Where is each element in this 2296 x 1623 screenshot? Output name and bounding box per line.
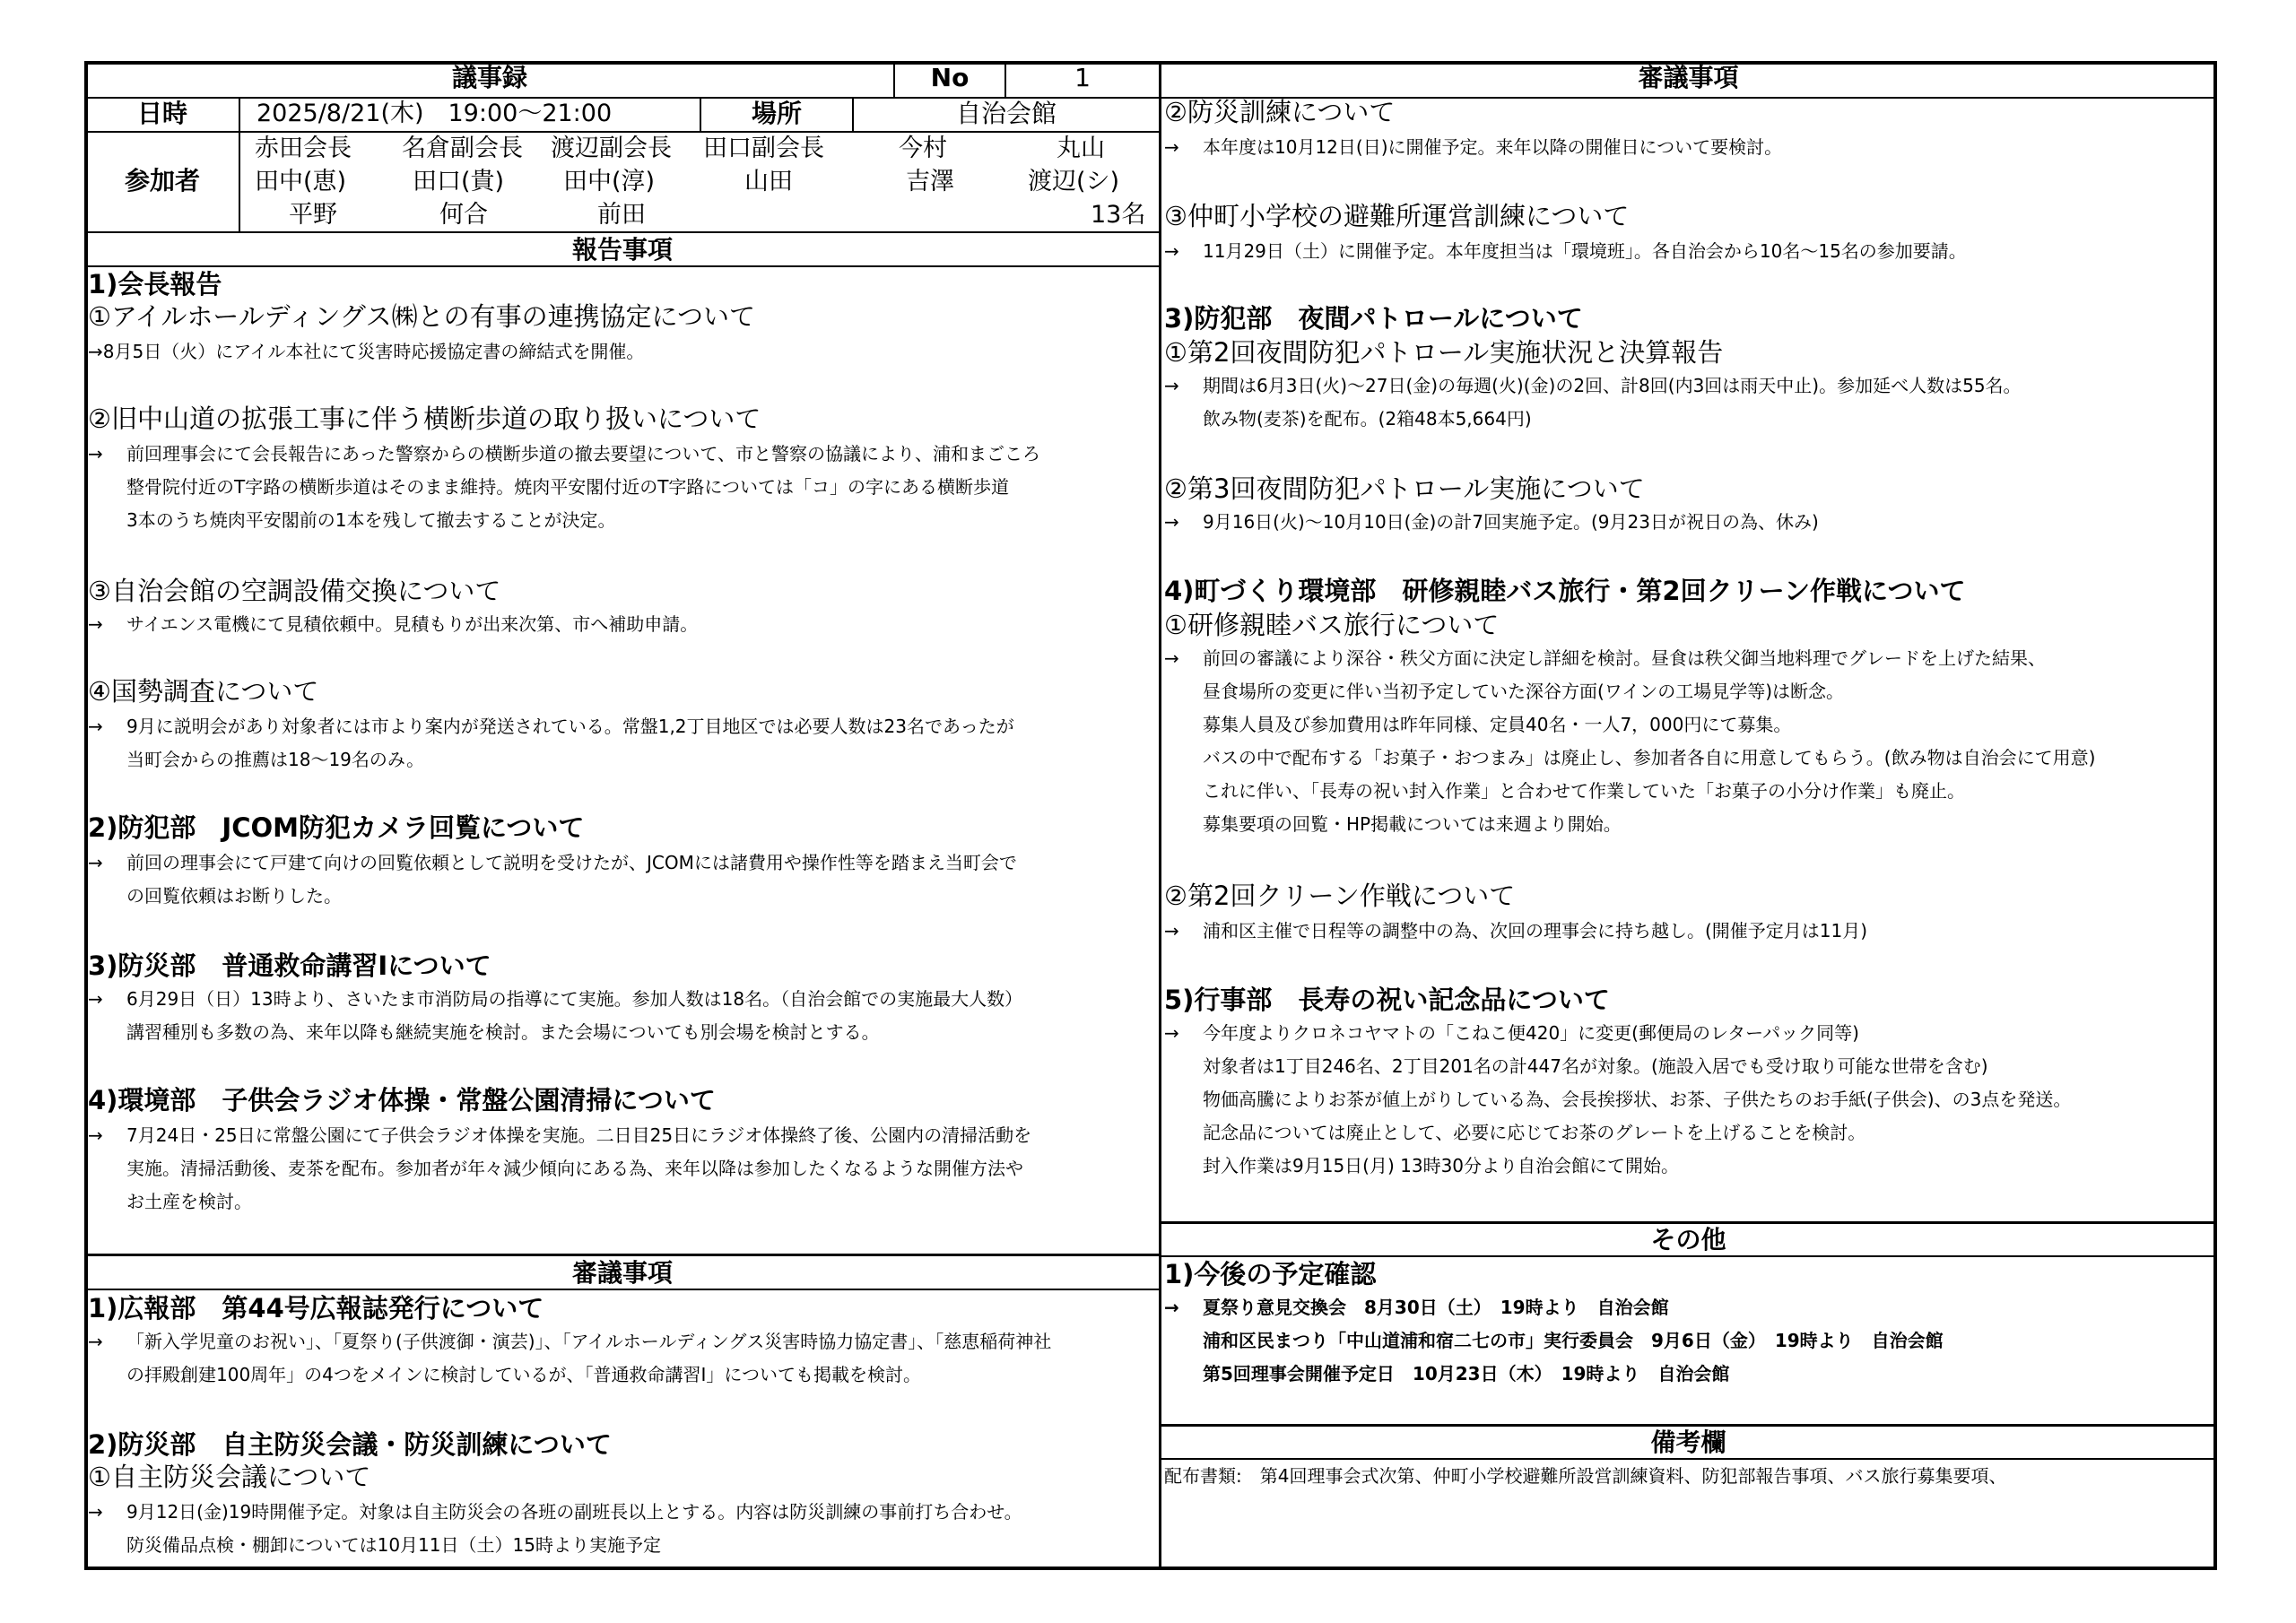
report-title: 報告事項 bbox=[571, 235, 673, 265]
participant-count: 13名 bbox=[1091, 201, 1146, 229]
other-1-text: → 夏祭り意見交換会 8月30日（土） 19時より 自治会館 浦和区民まつり「中山道浦和宿二七の市」実行委員会 9月6日（金） 19時より 自治会館 第5回理事会開催予定日 10月23日（木） 19時より 自治会館 bbox=[1164, 1297, 1944, 1384]
deliberation-r2-title: ③仲町小学校の避難所運営訓練について bbox=[1164, 201, 1630, 231]
deliberation-r3-1-text: → 期間は6月3日(火)〜27日(金)の毎週(火)(金)の2回、計8回(内3回は雨天中止)。参加延べ人数は55名。 飲み物(麦茶)を配布。(2箱48本5,664円) bbox=[1164, 375, 2022, 430]
date-value: 2025/8/21(木) 19:00〜21:00 bbox=[257, 100, 613, 127]
deliberation-r4-1-title: ①研修親睦バス旅行について bbox=[1164, 610, 1500, 640]
column-divider bbox=[1159, 61, 1161, 1570]
deliberation-r4-2-title: ②第2回クリーン作戦について bbox=[1164, 881, 1516, 911]
no-value: 1 bbox=[1074, 63, 1091, 92]
participant: 吉澤 bbox=[906, 168, 954, 195]
report-item-1-2-title: ②旧中山道の拡張工事に伴う横断歩道の取り扱いについて bbox=[88, 404, 761, 434]
participant: 前田 bbox=[597, 201, 646, 229]
deliberation-2-title: 2)防災部 自主防災会議・防災訓練について bbox=[88, 1429, 612, 1460]
deliberation-r4-title: 4)町づくり環境部 研修親睦バス旅行・第2回クリーン作戦について bbox=[1164, 576, 1966, 606]
report-item-1-1-text: →8月5日（火）にアイル本社にて災害時応援協定書の締結式を開催。 bbox=[88, 341, 645, 362]
deliberation-r3-1-title: ①第2回夜間防犯パトロール実施状況と決算報告 bbox=[1164, 337, 1724, 368]
deliberation-r4-2-text: → 浦和区主催で日程等の調整中の為、次回の理事会に持ち越し。(開催予定月は11月) bbox=[1164, 920, 1868, 942]
participants-label: 参加者 bbox=[124, 166, 200, 195]
report-item-1-2-text: → 前回理事会にて会長報告にあった警察からの横断歩道の撤去要望について、市と警察の協議により、浦和まごころ 整骨院付近のT字路の横断歩道はそのまま維持。焼肉平安閣付近のT字路については「コ」の字にある横断歩道 3本のうち焼肉平安閣前の1本を残して撤去することが決定。 bbox=[88, 443, 1040, 531]
participant: 何合 bbox=[439, 201, 488, 229]
deliberation-r3-2-text: → 9月16日(火)〜10月10日(金)の計7回実施予定。(9月23日が祝日の為、休み) bbox=[1164, 511, 1819, 533]
remarks-title: 備考欄 bbox=[1650, 1428, 1726, 1457]
participant: 田中(淳) bbox=[563, 168, 656, 195]
report-section-3-text: → 6月29日（日）13時より、さいたま市消防局の指導にて実施。参加人数は18名。（自治会館での実施最大人数） 講習種別も多数の為、来年以降も継続実施を検討。また会場についても別会場を検討とする。 bbox=[88, 988, 1023, 1043]
participant: 赤田会長 bbox=[255, 135, 352, 162]
report-item-1-4-text: → 9月に説明会があり対象者には市より案内が発送されている。常盤1,2丁目地区では必要人数は23名であったが 当町会からの推薦は18〜19名のみ。 bbox=[88, 716, 1014, 770]
participant: 田口(貴) bbox=[413, 168, 505, 195]
participant: 渡辺(シ) bbox=[1028, 168, 1120, 195]
deliberation-r3-2-title: ②第3回夜間防犯パトロール実施について bbox=[1164, 473, 1645, 504]
report-item-1-1-title: ①アイルホールディングス㈱との有事の連携協定について bbox=[88, 301, 756, 332]
report-section-1-title: 1)会長報告 bbox=[88, 269, 222, 299]
report-section-2-title: 2)防犯部 JCOM防犯カメラ回覧について bbox=[88, 812, 585, 843]
deliberation-title-right: 審議事項 bbox=[1638, 63, 1739, 92]
divider bbox=[86, 1254, 1159, 1256]
deliberation-2-1-text: → 9月12日(金)19時開催予定。対象は自主防災会の各班の副班長以上とする。内容は防災訓練の事前打ち合わせ。 防災備品点検・棚卸については10月11日（土）15時より実施予定 bbox=[88, 1501, 1022, 1556]
report-section-4-title: 4)環境部 子供会ラジオ体操・常盤公園清掃について bbox=[88, 1085, 716, 1115]
no-label: No bbox=[930, 63, 970, 92]
deliberation-r1-title: ②防災訓練について bbox=[1164, 97, 1396, 127]
divider bbox=[86, 231, 1159, 233]
remarks-text: 配布書類: 第4回理事会式次第、仲町小学校避難所設営訓練資料、防犯部報告事項、バス旅行募集要項、 bbox=[1164, 1465, 2007, 1487]
divider bbox=[1161, 1221, 2215, 1224]
deliberation-r1-text: → 本年度は10月12日(日)に開催予定。来年以降の開催日について要検討。 bbox=[1164, 136, 1783, 158]
report-item-1-3-text: → サイエンス電機にて見積依頼中。見積もりが出来次第、市へ補助申請。 bbox=[88, 613, 699, 635]
deliberation-r2-text: → 11月29日（土）に開催予定。本年度担当は「環境班」。各自治会から10名〜15名の参加要請。 bbox=[1164, 240, 1967, 262]
report-section-2-text: → 前回の理事会にて戸建て向けの回覧依頼として説明を受けたが、JCOMには諸費用や操作性等を踏まえ当町会で の回覧依頼はお断りした。 bbox=[88, 852, 1017, 907]
date-label: 日時 bbox=[136, 99, 187, 128]
report-section-3-title: 3)防災部 普通救命講習Ⅰについて bbox=[88, 950, 491, 981]
place-value: 自治会館 bbox=[955, 99, 1057, 128]
participant: 山田 bbox=[744, 168, 793, 195]
participant: 田口副会長 bbox=[703, 135, 824, 162]
deliberation-1-text: → 「新入学児童のお祝い」、「夏祭り(子供渡御・演芸)」、「アイルホールディングス災害時協力協定書」、「慈恵稲荷神社 の拝殿創建100周年」の4つをメインに検討しているが、「普通救命講習Ⅰ」についても掲載を検討。 bbox=[88, 1331, 1052, 1385]
deliberation-2-1-title: ①自主防災会議について bbox=[88, 1462, 371, 1492]
place-label: 場所 bbox=[751, 99, 802, 128]
deliberation-r5-title: 5)行事部 長寿の祝い記念品について bbox=[1164, 985, 1610, 1015]
minutes-title: 議事録 bbox=[451, 63, 527, 92]
deliberation-r4-1-text: → 前回の審議により深谷・秩父方面に決定し詳細を検討。昼食は秩父御当地料理でグレードを上げた結果、 昼食場所の変更に伴い当初予定していた深谷方面(ワインの工場見学等)は断念。 募集人員及び参加費用は昨年同様、定員40名・一人7，000円にて募集。 バスの中で配布する「お菓子・おつまみ」は廃止し、参加者各自に用意してもらう。(飲み物は自治会にて用意) これに伴い、「長寿の祝い封入作業」と合わせて作業していた「お菓子の小分け作業」も廃止。 募集要項の回覧・HP掲載については来週より開始。 bbox=[1164, 647, 2096, 835]
deliberation-r5-text: → 今年度よりクロネコヤマトの「こねこ便420」に変更(郵便局のレターパック同等) 対象者は1丁目246名、2丁目201名の計447名が対象。(施設入居でも受け取り可能な世帯を含む) 物価高騰によりお茶が値上がりしている為、会長挨拶状、お茶、子供たちのお手紙(子供会)、の3点を発送。 記念品については廃止として、必要に応じてお茶のグレートを上げることを検討。 封入作業は9月15日(月) 13時30分より自治会館にて開始。 bbox=[1164, 1022, 2072, 1176]
report-item-1-3-title: ③自治会館の空調設備交換について bbox=[88, 576, 501, 606]
divider bbox=[1161, 1424, 2215, 1427]
participant: 平野 bbox=[289, 201, 337, 229]
divider bbox=[86, 265, 1159, 267]
divider bbox=[239, 97, 240, 231]
participant: 名倉副会長 bbox=[402, 135, 523, 162]
participant: 丸山 bbox=[1057, 135, 1105, 162]
deliberation-1-title: 1)広報部 第44号広報誌発行について bbox=[88, 1293, 544, 1324]
report-section-4-text: → 7月24日・25日に常盤公園にて子供会ラジオ体操を実施。二日目25日にラジオ体操終了後、公園内の清掃活動を 実施。清掃活動後、麦茶を配布。参加者が年々減少傾向にある為、来年以降は参加したくなるような開催方法や お土産を検討。 bbox=[88, 1124, 1032, 1212]
other-title: その他 bbox=[1650, 1225, 1726, 1254]
report-item-1-4-title: ④国勢調査について bbox=[88, 676, 319, 707]
deliberation-r3-title: 3)防犯部 夜間パトロールについて bbox=[1164, 303, 1583, 334]
participant: 田中(恵) bbox=[255, 168, 347, 195]
divider bbox=[86, 1289, 1159, 1290]
participant: 今村 bbox=[899, 135, 947, 162]
participant: 渡辺副会長 bbox=[551, 135, 672, 162]
other-1-title: 1)今後の予定確認 bbox=[1164, 1259, 1377, 1289]
deliberation-title-left: 審議事項 bbox=[571, 1258, 673, 1288]
